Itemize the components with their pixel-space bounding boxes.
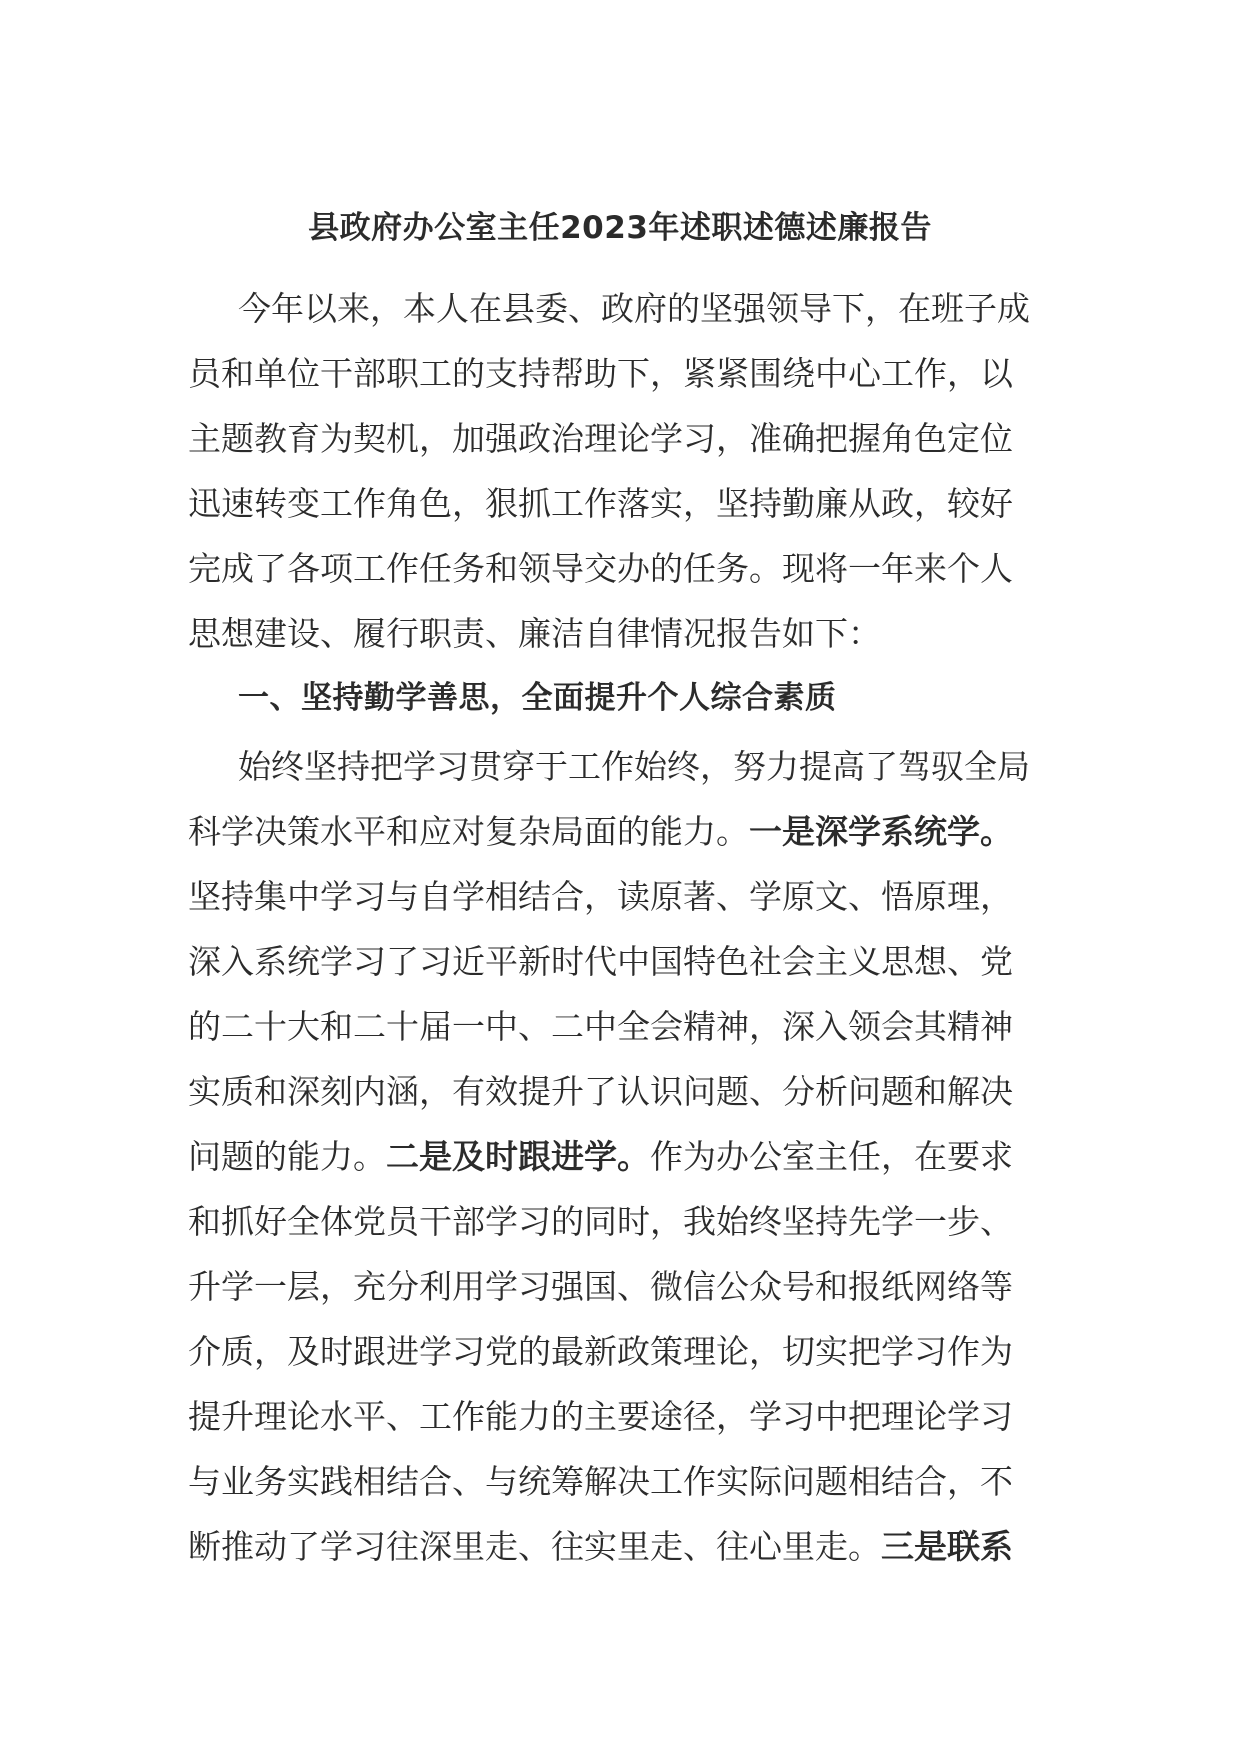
- paragraph-line: 升学一层，充分利用学习强国、微信公众号和报纸网络等: [188, 1267, 1013, 1306]
- paragraph-line: 介质，及时跟进学习党的最新政策理论，切实把学习作为: [188, 1332, 1013, 1371]
- section-heading: [188, 666, 1058, 731]
- bold-phrase: 一是深学系统学。: [749, 812, 1013, 851]
- bold-phrase: 三是联系: [881, 1527, 1013, 1566]
- paragraph-line: 完成了各项工作任务和领导交办的任务。现将一年来个人: [188, 549, 1013, 588]
- section-paragraph: [188, 734, 1058, 1579]
- paragraph-line: 迅速转变工作角色，狠抓工作落实，坚持勤廉从政，较好: [188, 484, 1013, 523]
- paragraph-line: 与业务实践相结合、与统筹解决工作实际问题相结合，不: [188, 1462, 1013, 1501]
- paragraph-line: 坚持集中学习与自学相结合，读原著、学原文、悟原理，: [188, 877, 1013, 916]
- paragraph-text: 作为办公室主任，在要求: [650, 1137, 1013, 1176]
- section-heading-text: 一、坚持勤学善思，全面提升个人综合素质: [238, 680, 837, 716]
- paragraph-line: [188, 1514, 1058, 1579]
- paragraph-line: 思想建设、履行职责、廉洁自律情况报告如下：: [188, 614, 881, 653]
- paragraph-text: 科学决策水平和应对复杂局面的能力。: [188, 812, 749, 851]
- paragraph-text: 断推动了学习往深里走、往实里走、往心里走。: [188, 1527, 881, 1566]
- paragraph-line: 和抓好全体党员干部学习的同时，我始终坚持先学一步、: [188, 1202, 1013, 1241]
- intro-paragraph: [188, 276, 1058, 666]
- paragraph-line: 实质和深刻内涵，有效提升了认识问题、分析问题和解决: [188, 1072, 1013, 1111]
- paragraph-line: 今年以来，本人在县委、政府的坚强领导下，在班子成: [238, 289, 1030, 328]
- paragraph-line: 提升理论水平、工作能力的主要途径，学习中把理论学习: [188, 1397, 1013, 1436]
- paragraph-text: 问题的能力。: [188, 1137, 386, 1176]
- paragraph-line: [188, 1124, 1058, 1189]
- paragraph-line: [188, 799, 1058, 864]
- paragraph-line: 始终坚持把学习贯穿于工作始终，努力提高了驾驭全局: [238, 747, 1030, 786]
- paragraph-line: 的二十大和二十届一中、二中全会精神，深入领会其精神: [188, 1007, 1013, 1046]
- paragraph-line: 深入系统学习了习近平新时代中国特色社会主义思想、党: [188, 942, 1013, 981]
- paragraph-line: 员和单位干部职工的支持帮助下，紧紧围绕中心工作，以: [188, 354, 1013, 393]
- document-title: 县政府办公室主任2023年述职述德述廉报告: [308, 210, 932, 246]
- bold-phrase: 二是及时跟进学。: [386, 1137, 650, 1176]
- paragraph-line: 主题教育为契机，加强政治理论学习，准确把握角色定位: [188, 419, 1013, 458]
